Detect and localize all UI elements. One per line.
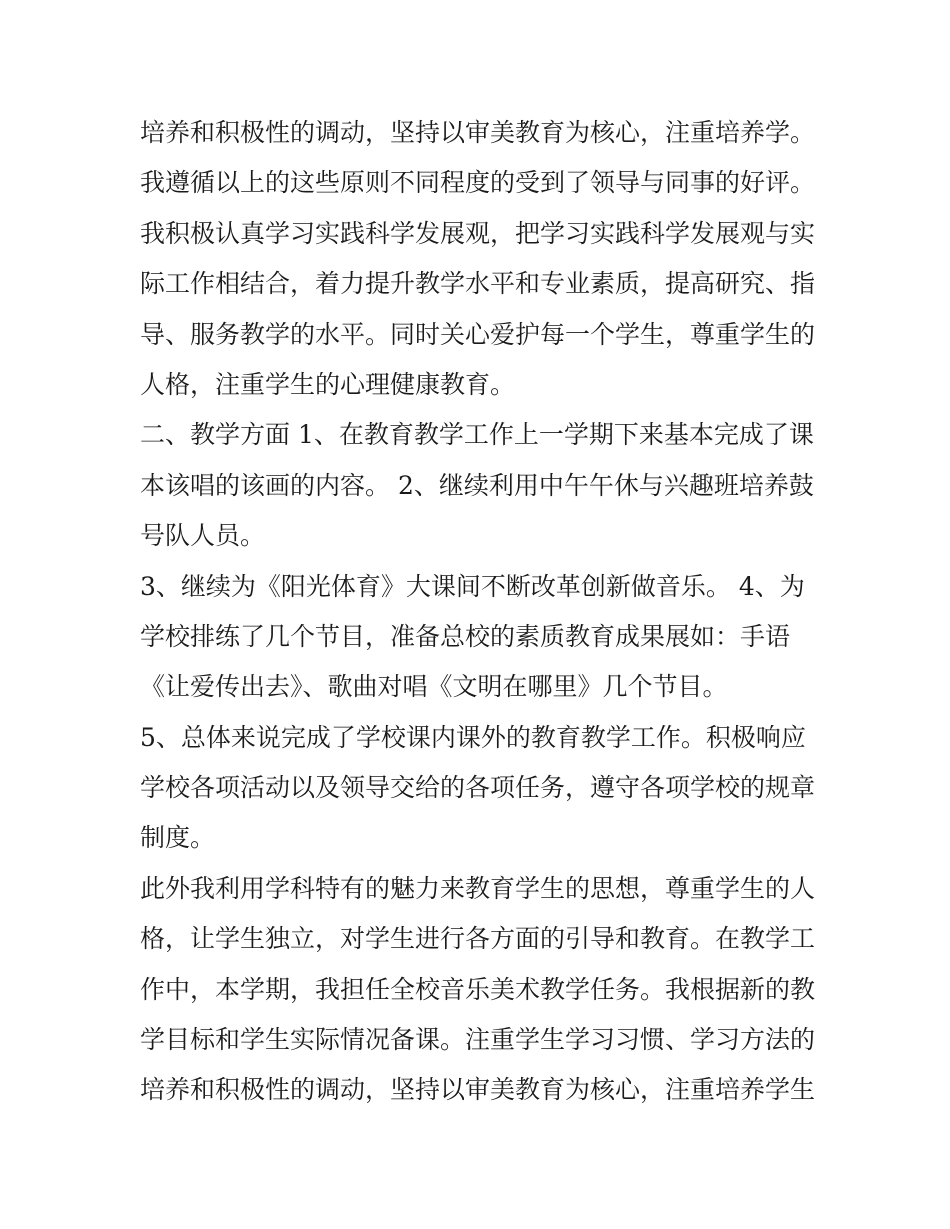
text-line: 二、教学方面 1、在教育教学工作上一学期下来基本完成了课 <box>140 420 814 450</box>
text-line: 学校各项活动以及领导交给的各项任务，遵守各项学校的规章 <box>140 773 816 803</box>
text-line: 号队人员。 <box>140 521 266 551</box>
text-line: 学目标和学生实际情况备课。注重学生学习习惯、学习方法的 <box>140 1025 816 1055</box>
text-line: 人格，注重学生的心理健康教育。 <box>140 369 516 399</box>
text-line: 培养和积极性的调动，坚持以审美教育为核心，注重培养学。 <box>140 118 816 147</box>
text-line: 学校排练了几个节目，准备总校的素质教育成果展如：手语 <box>140 621 791 651</box>
text-line: 培养和积极性的调动，坚持以审美教育为核心，注重培养学生 <box>140 1075 816 1105</box>
document-body <box>140 108 820 1116</box>
text-line: 5、总体来说完成了学校课内课外的教育教学工作。积极响应 <box>140 722 806 752</box>
text-line: 我遵循以上的这些原则不同程度的受到了领导与同事的好评。 <box>140 168 816 198</box>
text-line: 本该唱的该画的内容。 2、继续利用中午午休与兴趣班培养鼓 <box>140 470 814 500</box>
text-line: 导、服务教学的水平。同时关心爱护每一个学生，尊重学生的 <box>140 319 816 349</box>
text-line: 际工作相结合，着力提升教学水平和专业素质，提高研究、指 <box>140 269 816 299</box>
text-line: 此外我利用学科特有的魅力来教育学生的思想，尊重学生的人 <box>140 873 816 903</box>
text-line: 我积极认真学习实践科学发展观，把学习实践科学发展观与实 <box>140 218 816 248</box>
text-line: 作中，本学期，我担任全校音乐美术教学任务。我根据新的教 <box>140 974 816 1004</box>
text-line: 格，让学生独立，对学生进行各方面的引导和教育。在教学工 <box>140 924 816 954</box>
text-line: 3、继续为《阳光体育》大课间不断改革创新做音乐。 4、为 <box>140 571 805 601</box>
text-line: 制度。 <box>140 823 216 853</box>
text-line: 《让爱传出去》、歌曲对唱《文明在哪里》几个节目。 <box>140 672 728 702</box>
